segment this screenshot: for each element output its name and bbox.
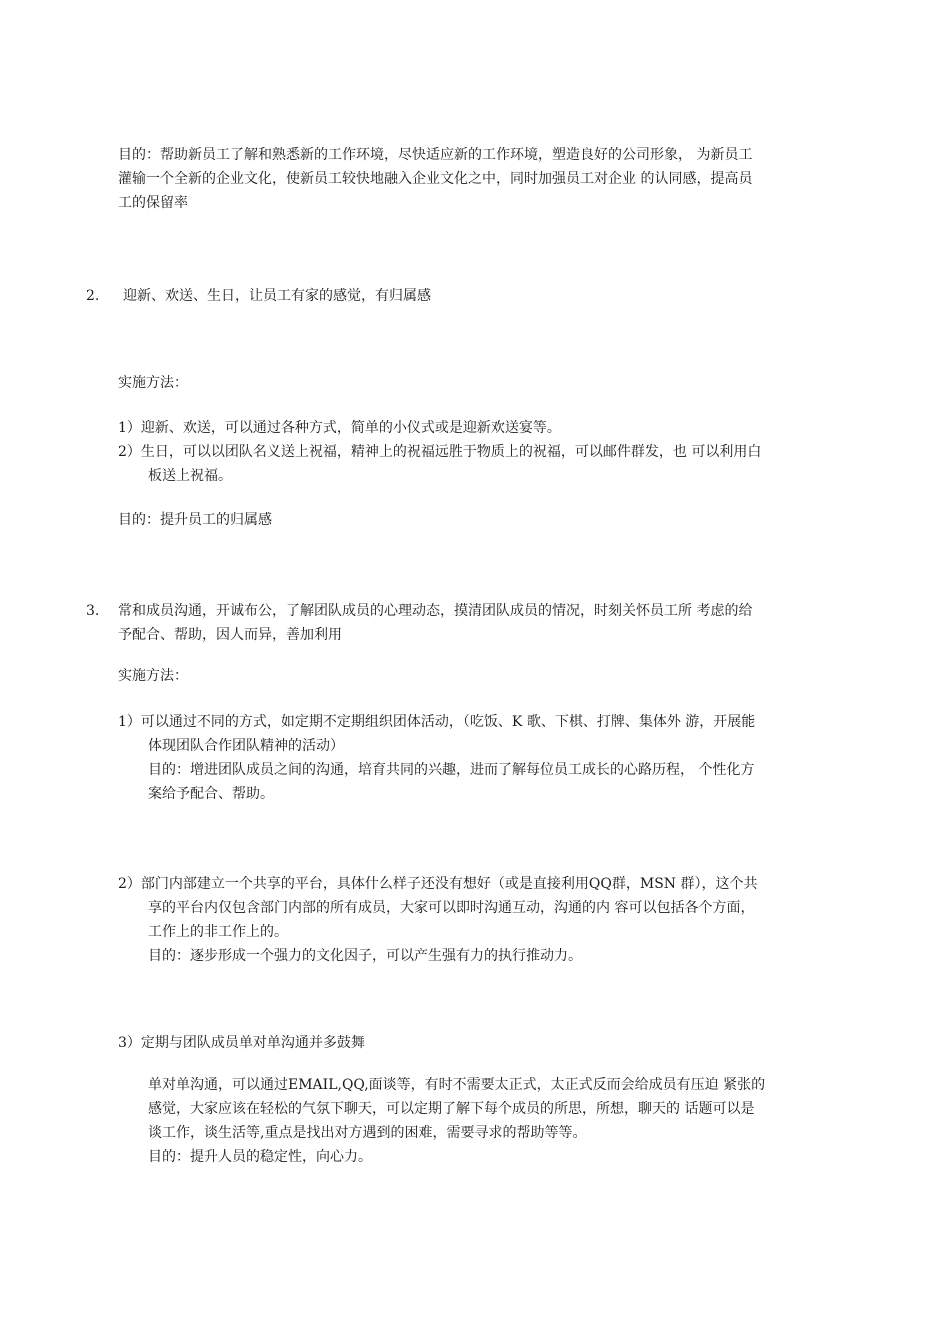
section-3-item-2-line-3: 工作上的非工作上的。: [148, 924, 288, 940]
section-2-purpose: 目的：提升员工的归属感: [118, 512, 272, 528]
section-3-heading-line-2: 予配合、帮助，因人而异，善加利用: [118, 627, 342, 643]
section-3-heading: [118, 599, 752, 647]
section-2-item-1: 1）迎新、欢送，可以通过各种方式，简单的小仪式或是迎新欢送宴等。: [118, 420, 561, 436]
section-3-item-3-line-2: 感觉，大家应该在轻松的气氛下聊天，可以定期了解下每个成员的所思，所想，聊天的 话题可以是: [148, 1101, 755, 1117]
section-3-item-1-line-2: 体现团队合作团队精神的活动）: [148, 738, 344, 754]
section-2-number: 2.: [86, 288, 100, 304]
section-3-item-1-purpose-2: 案给予配合、帮助。: [148, 786, 274, 802]
section-3-item-2-line-2: 享的平台内仅包含部门内部的所有成员，大家可以即时沟通互动，沟通的内 容可以包括各个方面，: [148, 900, 755, 916]
section-3-item-1-line-1: 1）可以通过不同的方式，如定期不定期组织团体活动，（吃饭、K 歌、下棋、打牌、集体外 游，开展能: [118, 714, 756, 730]
section-2-item-2-line-2: 板送上祝福。: [148, 468, 232, 484]
section-3-item-3-heading: 3）定期与团队成员单对单沟通并多鼓舞: [118, 1035, 365, 1051]
section-3-item-3-body: [148, 1073, 765, 1169]
section-3-item-2-purpose: 目的：逐步形成一个强力的文化因子，可以产生强有力的执行推动力。: [148, 948, 582, 964]
section-3-method-label: 实施方法：: [118, 668, 188, 684]
intro-line-1: 目的：帮助新员工了解和熟悉新的工作环境，尽快适应新的工作环境，塑造良好的公司形象， 为新员工: [118, 147, 753, 163]
section-2-item-2-line-1: 2）生日，可以以团队名义送上祝福，精神上的祝福远胜于物质上的祝福，可以邮件群发，也 可以利用白: [118, 444, 762, 460]
section-3-heading-line-1: 常和成员沟通，开诚布公，了解团队成员的心理动态，摸清团队成员的情况，时刻关怀员工所 考虑的给: [118, 603, 753, 619]
intro-line-2: 灌输一个全新的企业文化，使新员工较快地融入企业文化之中，同时加强员工对企业 的认同感，提高员: [118, 171, 753, 187]
section-3-item-3-line-3: 谈工作，谈生活等,重点是找出对方遇到的困难，需要寻求的帮助等等。: [148, 1125, 587, 1141]
section-2-item-2: [118, 440, 761, 488]
section-3-item-2: [118, 872, 758, 968]
section-2-heading: 迎新、欢送、生日，让员工有家的感觉，有归属感: [123, 288, 431, 304]
section-3-item-3-purpose: 目的：提升人员的稳定性，向心力。: [148, 1149, 372, 1165]
section-3-item-2-line-1: 2）部门内部建立一个共享的平台，具体什么样子还没有想好（或是直接利用QQ群，MSN 群），这个共: [118, 876, 758, 892]
intro-line-3: 工的保留率: [118, 195, 188, 211]
intro-paragraph: [118, 143, 752, 215]
section-2-method-label: 实施方法：: [118, 375, 188, 391]
section-3-item-3-line-1: 单对单沟通，可以通过EMAIL,QQ,面谈等，有时不需要太正式，太正式反而会给成员有压迫 紧张的: [148, 1077, 766, 1093]
section-3-number: 3.: [86, 603, 100, 619]
section-3-item-1: [118, 710, 755, 806]
section-3-item-1-purpose-1: 目的：增进团队成员之间的沟通，培育共同的兴趣，进而了解每位员工成长的心路历程， 个性化方: [148, 762, 755, 778]
